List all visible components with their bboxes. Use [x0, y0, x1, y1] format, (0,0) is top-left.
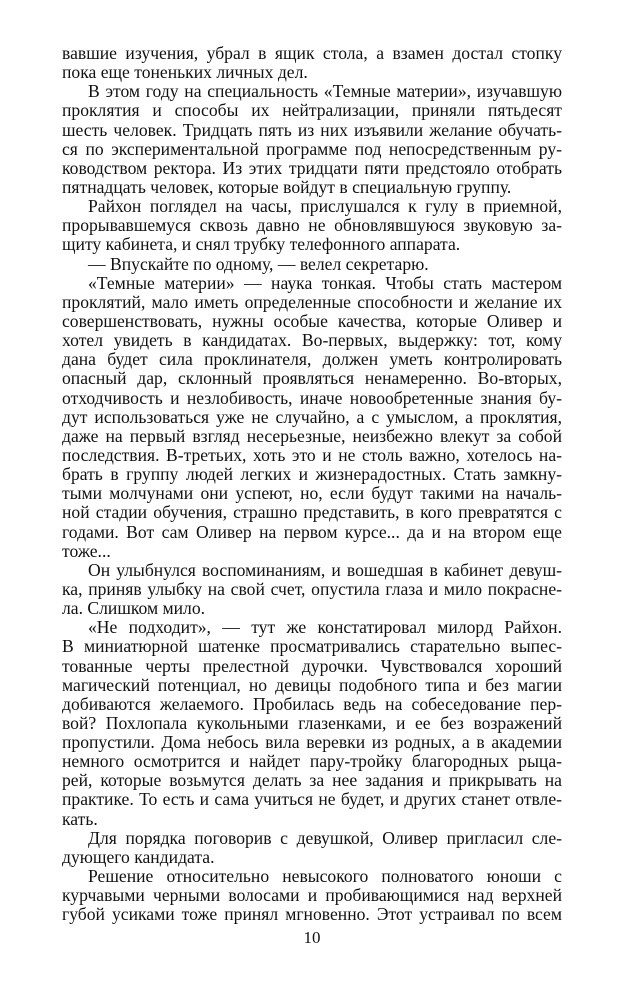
text-line: практике. То есть и сама учиться не будет, и других станет отвле- — [62, 789, 562, 810]
text-line: Для порядка поговорив с девушкой, Оливер пригласил сле- — [88, 827, 562, 848]
body-text — [62, 44, 562, 924]
text-line: немного осмотрится и найдет пару-тройку благородных рыца- — [62, 751, 562, 772]
text-line: рей, которые возьмутся делать за нее задания и прикрывать на — [62, 770, 562, 791]
text-line: дующего кандидата. — [62, 846, 215, 867]
text-line: вавшие изучения, убрал в ящик стола, а взамен достал стопку — [62, 43, 562, 63]
text-line: Решение относительно невысокого полноватого юноши с — [88, 866, 562, 887]
text-line: даже на первый взгляд несерьезные, неизбежно влекут за собой — [62, 425, 562, 446]
text-line: отходчивость и незлобивость, иначе новообретенные знания бу- — [62, 387, 562, 408]
text-line: ла. Слишком мило. — [62, 598, 206, 619]
text-line: щиту кабинета, и снял трубку телефонного аппарата. — [62, 234, 461, 255]
text-line: опасный дар, склонный проявляться ненамеренно. Во-вторых, — [62, 368, 562, 389]
text-line: кать. — [62, 808, 98, 829]
text-line: проклятий, мало иметь определенные способности и желание их — [62, 291, 562, 312]
text-line: совершенствовать, нужны особые качества, которые Оливер и — [62, 310, 562, 331]
text-line: прорывавшемуся сквозь давно не обновлявшуюся звуковую за- — [62, 215, 562, 236]
text-line: дут использоваться уже не случайно, а с умыслом, а проклятия, — [62, 406, 562, 427]
text-line: последствия. В-третьих, хоть это и не столь важно, хотелось на- — [62, 444, 562, 465]
text-line: ной стадии обучения, страшно представить, в кого превратятся с — [62, 502, 562, 523]
text-line: «Темные материи» — наука тонкая. Чтобы стать мастером — [88, 272, 562, 293]
text-line: В миниатюрной шатенке просматривались старательно выпес- — [62, 636, 562, 657]
text-line: курчавыми черными волосами и пробивающимися над верхней — [62, 885, 562, 906]
text-line: магический потенциал, но девицы подобного типа и без магии — [62, 674, 562, 695]
text-line: вой? Похлопала кукольными глазенками, и ее без возражений — [62, 712, 562, 733]
text-line: дана будет сила проклинателя, должен уметь контролировать — [62, 349, 562, 370]
text-line: ка, приняв улыбку на свой счет, опустила глаза и мило покрасне- — [62, 578, 562, 599]
text-line: хотел увидеть в кандидатах. Во-первых, выдержку: тот, кому — [62, 330, 562, 351]
text-line: ководством ректора. Из этих тридцати пяти предстояло отобрать — [62, 157, 562, 178]
text-line: шесть человек. Тридцать пять из них изъявили желание обучать- — [62, 119, 562, 140]
text-line: брать в группу людей легких и жизнерадостных. Стать замкну- — [62, 464, 562, 485]
text-line: «Не подходит», — тут же констатировал милорд Райхон. — [88, 617, 562, 638]
text-line: ся по экспериментальной программе под непосредственным ру- — [62, 138, 562, 159]
text-line: пока еще тоненьких личных дел. — [62, 62, 308, 83]
text-line: тованные черты прелестной дурочки. Чувствовался хороший — [62, 655, 562, 676]
text-line: Райхон поглядел на часы, прислушался к гулу в приемной, — [88, 196, 562, 217]
text-line: — Впускайте по одному, — велел секретарю. — [88, 253, 429, 274]
text-line: В этом году на специальность «Темные материи», изучавшую — [88, 81, 562, 102]
text-line: пятнадцать человек, которые войдут в специальную группу. — [62, 176, 512, 197]
text-line: пропустили. Дома небось вила веревки из родных, а в академии — [62, 732, 562, 753]
text-line: годами. Вот сам Оливер на первом курсе... да и на втором еще — [62, 521, 562, 542]
text-line: тоже... — [62, 540, 111, 561]
text-line: добиваются желаемого. Пробилась ведь на собеседование пер- — [62, 693, 562, 714]
text-line: Он улыбнулся воспоминаниям, и вошедшая в кабинет девуш- — [88, 559, 562, 580]
text-line: губой усиками тоже принял мгновенно. Этот устраивал по всем — [62, 904, 562, 925]
page-number: 10 — [303, 928, 321, 947]
text-line: тыми молчунами они успеют, но, если будут такими на началь- — [62, 483, 562, 504]
text-line: проклятия и способы их нейтрализации, приняли пятьдесят — [62, 100, 562, 121]
